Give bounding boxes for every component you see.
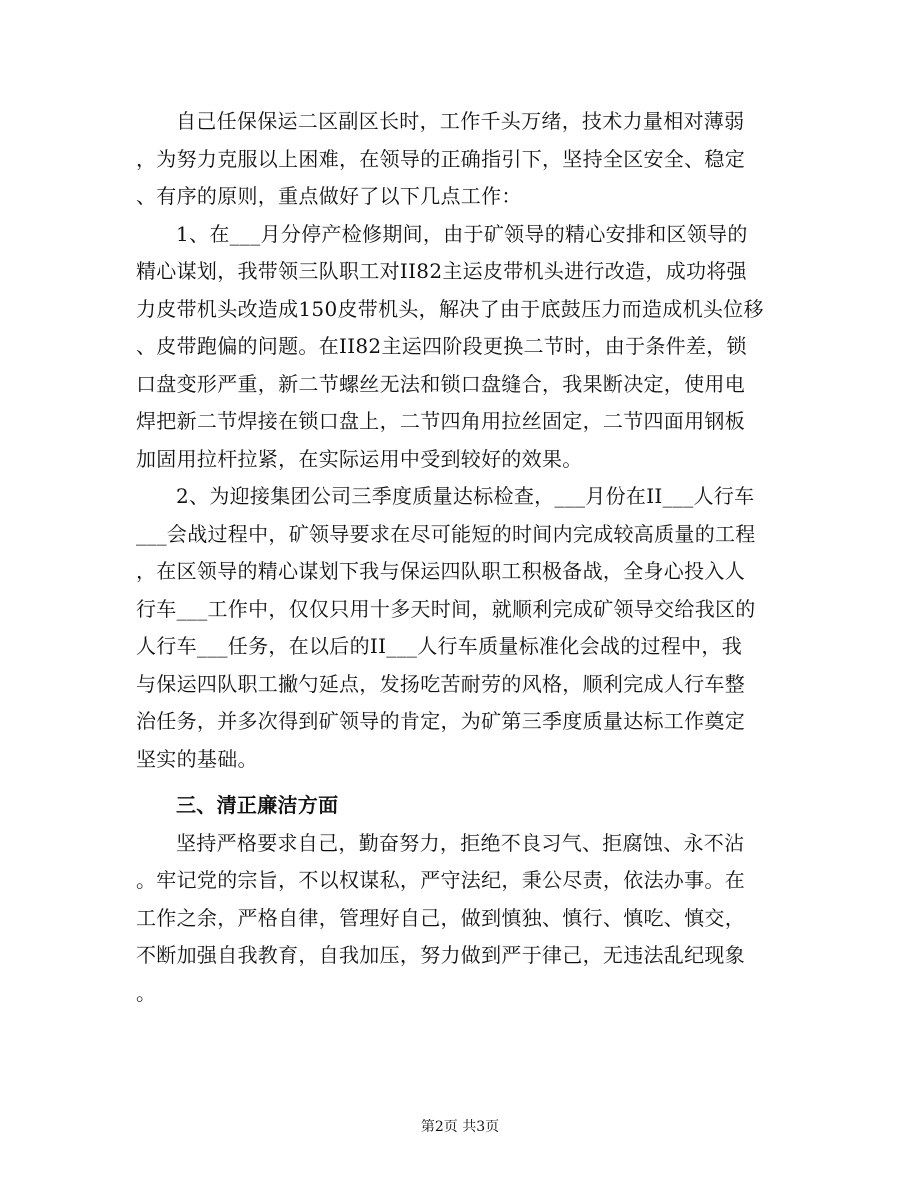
- paragraph-intro: [136, 103, 790, 216]
- text-line: 。: [136, 980, 157, 1005]
- section-heading: 三、清正廉洁方面: [176, 793, 339, 817]
- text-line: 、有序的原则，重点做好了以下几点工作：: [136, 184, 522, 208]
- paragraph-item-1: [136, 216, 790, 479]
- text-line: 自己任保保运二区副区长时，工作千头万绪，技术力量相对薄弱: [176, 109, 745, 133]
- text-line: 。牢记党的宗旨，不以权谋私，严守法纪，秉公尽责，依法办事。在: [136, 868, 745, 892]
- text-line: 不断加强自我教育，自我加压，努力做到严于律己，无违法乱纪现象: [136, 943, 745, 967]
- text-line: 力皮带机头改造成150皮带机头，解决了由于底鼓压力而造成机头位移: [136, 296, 764, 321]
- text-line: 1、在___月分停产检修期间，由于矿领导的精心安排和区领导的: [176, 221, 748, 246]
- text-line: 工作之余，严格自律，管理好自己，做到慎独、慎行、慎吃、慎交，: [136, 905, 745, 930]
- text-line: 坚持严格要求自己，勤奋努力，拒绝不良习气、拒腐蚀、永不沾: [176, 830, 745, 855]
- text-line: ，为努力克服以上困难，在领导的正确指引下，坚持全区安全、稳定: [136, 146, 745, 171]
- paragraph-closing: [136, 825, 790, 1013]
- text-line: 焊把新二节焊接在锁口盘上，二节四角用拉丝固定，二节四面用钢板: [136, 409, 745, 433]
- text-line: 精心谋划，我带领三队职工对II82主运皮带机头进行改造，成功将强: [136, 259, 747, 283]
- text-line: 行车___工作中，仅仅只用十多天时间，就顺利完成矿领导交给我区的: [136, 596, 756, 621]
- text-line: 治任务，并多次得到矿领导的肯定，为矿第三季度质量达标工作奠定: [136, 709, 745, 733]
- text-line: 与保运四队职工撇勺延点，发扬吃苦耐劳的风格，顺利完成人行车整: [136, 671, 745, 696]
- text-line: ，在区领导的精心谋划下我与保运四队职工积极备战，全身心投入人: [136, 559, 745, 583]
- page-number-footer: 第2页 共3页: [420, 1119, 500, 1135]
- document-body: [136, 103, 790, 1012]
- text-line: 加固用拉杆拉紧，在实际运用中受到较好的效果。: [136, 446, 583, 471]
- text-line: 2、为迎接集团公司三季度质量达标检查，___月份在II___人行车: [176, 484, 755, 508]
- paragraph-item-2: [136, 478, 790, 778]
- text-line: 、皮带跑偏的问题。在II82主运四阶段更换二节时，由于条件差，锁: [136, 334, 747, 358]
- text-line: 口盘变形严重，新二节螺丝无法和锁口盘缝合，我果断决定，使用电: [136, 371, 745, 396]
- text-line: 坚实的基础。: [136, 746, 258, 771]
- text-line: 人行车___任务，在以后的II___人行车质量标准化会战的过程中，我: [136, 634, 742, 658]
- text-line: ___会战过程中，矿领导要求在尽可能短的时间内完成较高质量的工程: [136, 521, 756, 546]
